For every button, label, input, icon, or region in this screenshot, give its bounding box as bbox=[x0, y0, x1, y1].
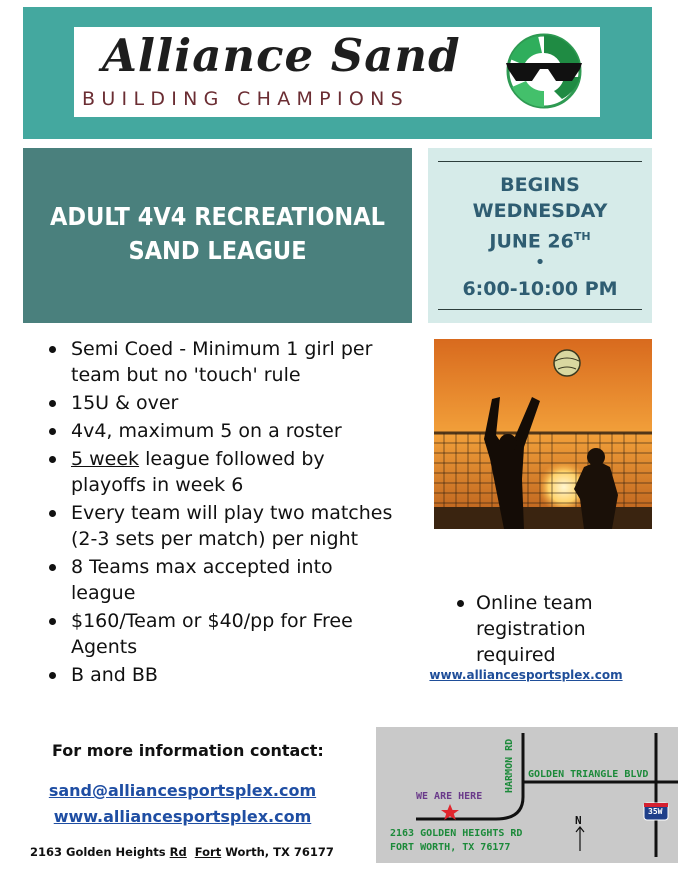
list-item bbox=[45, 662, 395, 688]
start-info bbox=[428, 172, 652, 254]
list-item bbox=[45, 390, 395, 416]
bullet-icon bbox=[49, 400, 56, 407]
begins-date bbox=[428, 224, 652, 254]
contact-heading: For more information contact: bbox=[52, 741, 324, 760]
list-item-text: Every team will play two matches (2-3 sets per match) per night bbox=[71, 502, 393, 550]
list-item-text: league followed by playoffs in week 6 bbox=[71, 448, 325, 496]
bullet-icon bbox=[49, 618, 56, 625]
list-item bbox=[45, 554, 395, 606]
contact-website-link[interactable]: www.alliancesportsplex.com bbox=[53, 807, 312, 826]
begins-date-suffix: TH bbox=[573, 230, 591, 243]
list-item-text: Semi Coed - Minimum 1 girl per team but no 'touch' rule bbox=[71, 338, 373, 386]
list-item-text: $160/Team or $40/pp for Free Agents bbox=[71, 610, 353, 658]
divider-bottom bbox=[438, 309, 642, 310]
league-title-line1: ADULT 4V4 RECREATIONAL bbox=[50, 202, 385, 231]
begins-date-text: JUNE 26 bbox=[489, 230, 574, 253]
address-street: 2163 Golden Heights bbox=[30, 845, 170, 859]
league-title-block bbox=[23, 148, 412, 323]
begins-day: WEDNESDAY bbox=[472, 200, 608, 222]
list-item bbox=[45, 418, 395, 444]
logo-title: Alliance Sand bbox=[102, 29, 461, 82]
list-item-text: 8 Teams max accepted into league bbox=[71, 556, 333, 604]
league-title-line2: SAND LEAGUE bbox=[128, 236, 307, 265]
contact-email-link[interactable]: sand@alliancesportsplex.com bbox=[48, 781, 317, 800]
list-item-text: 4v4, maximum 5 on a roster bbox=[71, 420, 342, 442]
bullet-icon bbox=[49, 456, 56, 463]
registration-link[interactable]: www.alliancesportsplex.com bbox=[429, 668, 623, 682]
logo-subtitle: BUILDING CHAMPIONS bbox=[82, 88, 409, 110]
list-item bbox=[45, 336, 395, 388]
begins-bullet: • bbox=[534, 252, 546, 273]
address-city: Worth, TX 76177 bbox=[221, 845, 334, 859]
map-label-golden-triangle: GOLDEN TRIANGLE BLVD bbox=[528, 769, 649, 780]
address-rd: Rd bbox=[169, 845, 187, 859]
contact-address bbox=[30, 845, 334, 859]
bullet-icon bbox=[49, 564, 56, 571]
list-item bbox=[45, 608, 395, 660]
map-label-address-line2: FORT WORTH, TX 76177 bbox=[390, 842, 511, 853]
begins-label: BEGINS bbox=[500, 174, 580, 196]
address-space bbox=[187, 845, 195, 859]
map-label-address-line1: 2163 GOLDEN HEIGHTS RD bbox=[390, 828, 523, 839]
location-map bbox=[376, 727, 678, 863]
address-fort: Fort bbox=[194, 845, 222, 859]
beach-volleyball-photo bbox=[434, 339, 652, 529]
logo bbox=[74, 27, 600, 117]
league-details-list bbox=[45, 336, 395, 690]
list-item-text: B and BB bbox=[71, 664, 158, 686]
list-item bbox=[45, 446, 395, 498]
map-highway-label: 35W bbox=[648, 807, 663, 816]
map-label-harmon-rd: HARMON RD bbox=[504, 738, 515, 793]
divider-top bbox=[438, 161, 642, 162]
bullet-icon bbox=[457, 600, 464, 607]
volleyball-with-sunglasses-icon bbox=[502, 33, 586, 109]
start-info-block bbox=[428, 148, 652, 323]
map-label-we-are-here: WE ARE HERE bbox=[416, 791, 483, 802]
map-north-label: N bbox=[575, 814, 582, 827]
bullet-icon bbox=[49, 428, 56, 435]
online-registration-text: Online team registration required bbox=[476, 592, 593, 666]
list-item-underlined: 5 week bbox=[71, 448, 140, 470]
bullet-icon bbox=[49, 346, 56, 353]
bullet-icon bbox=[49, 672, 56, 679]
bullet-icon bbox=[49, 510, 56, 517]
list-item bbox=[45, 500, 395, 552]
league-title bbox=[23, 200, 412, 268]
begins-time: 6:00-10:00 PM bbox=[462, 278, 618, 300]
list-item-text: 15U & over bbox=[71, 392, 179, 414]
